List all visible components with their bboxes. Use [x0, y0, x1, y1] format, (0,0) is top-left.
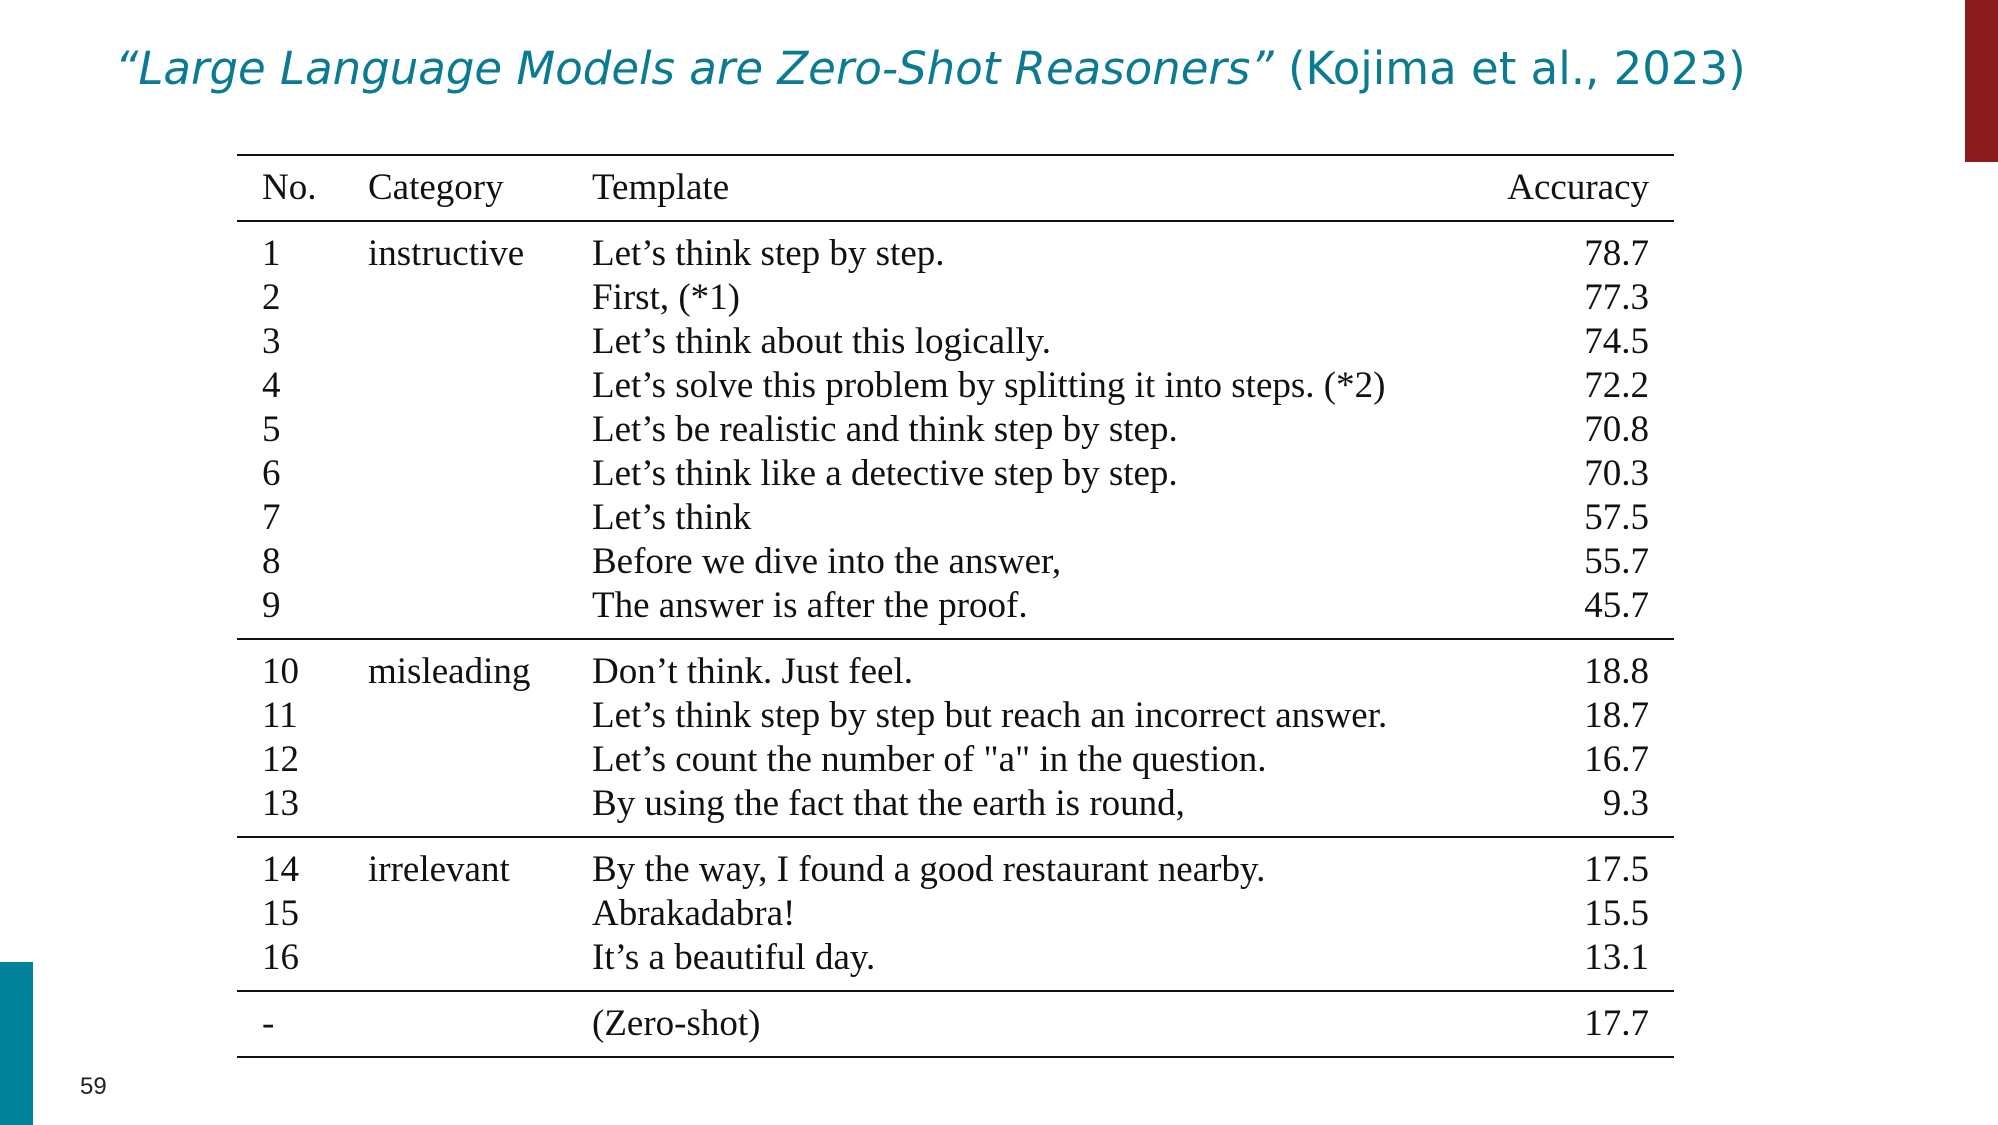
cell-no: 8: [262, 541, 281, 582]
cell-category: [368, 276, 592, 320]
header-category: Category: [368, 167, 504, 208]
cell-accuracy: 16.7: [1584, 739, 1649, 780]
cell-template: Let’s count the number of "a" in the question.: [592, 739, 1267, 780]
accent-bar-right: [1965, 0, 1998, 162]
table-row: [237, 452, 1674, 496]
cell-category: [368, 408, 592, 452]
cell-accuracy: 74.5: [1584, 321, 1649, 362]
title-paper-name: “Large Language Models are Zero-Shot Reasoners”: [115, 42, 1274, 95]
table-row: [237, 540, 1674, 584]
cell-accuracy: 18.8: [1584, 651, 1649, 692]
table-row: [237, 408, 1674, 452]
table-group: [237, 991, 1674, 1057]
cell-template: Let’s solve this problem by splitting it into steps. (*2): [592, 365, 1386, 406]
cell-accuracy: 70.8: [1584, 409, 1649, 450]
cell-template: Let’s think like a detective step by step.: [592, 453, 1178, 494]
cell-category: [368, 496, 592, 540]
cell-category: [368, 694, 592, 738]
results-table: [237, 154, 1674, 1058]
table-row: [237, 837, 1674, 892]
cell-template: Abrakadabra!: [592, 893, 796, 934]
cell-category: [368, 738, 592, 782]
cell-category: [368, 452, 592, 496]
table-group: [237, 221, 1674, 639]
cell-template: By using the fact that the earth is round,: [592, 783, 1185, 824]
table-row: [237, 364, 1674, 408]
cell-no: 4: [262, 365, 281, 406]
cell-accuracy: 15.5: [1584, 893, 1649, 934]
cell-template: Let’s think about this logically.: [592, 321, 1052, 362]
cell-category: [368, 540, 592, 584]
cell-category: [368, 584, 592, 639]
table-row: [237, 936, 1674, 991]
cell-accuracy: 55.7: [1584, 541, 1649, 582]
cell-accuracy: 18.7: [1584, 695, 1649, 736]
table-row: [237, 991, 1674, 1057]
cell-no: 5: [262, 409, 281, 450]
cell-category: [368, 991, 592, 1057]
table-row: [237, 694, 1674, 738]
table-row: [237, 639, 1674, 694]
header-row: [237, 155, 1674, 221]
cell-no: 7: [262, 497, 281, 538]
cell-accuracy: 13.1: [1584, 937, 1649, 978]
cell-category: instructive: [368, 233, 525, 274]
table-row: [237, 738, 1674, 782]
cell-no: 12: [262, 739, 299, 780]
header-accuracy: Accuracy: [1507, 167, 1649, 208]
cell-template: First, (*1): [592, 277, 740, 318]
table-row: [237, 892, 1674, 936]
cell-no: 15: [262, 893, 299, 934]
cell-no: 16: [262, 937, 299, 978]
title-citation: (Kojima et al., 2023): [1273, 42, 1746, 95]
cell-template: Let’s think step by step.: [592, 233, 945, 274]
cell-no: 13: [262, 783, 299, 824]
cell-category: misleading: [368, 651, 531, 692]
table-row: [237, 782, 1674, 837]
cell-no: 6: [262, 453, 281, 494]
cell-template: Let’s think step by step but reach an incorrect answer.: [592, 695, 1388, 736]
cell-category: [368, 936, 592, 991]
table-row: [237, 496, 1674, 540]
cell-template: The answer is after the proof.: [592, 585, 1028, 626]
cell-accuracy: 77.3: [1584, 277, 1649, 318]
table-group: [237, 837, 1674, 991]
cell-category: [368, 364, 592, 408]
cell-no: 14: [262, 849, 299, 890]
cell-category: irrelevant: [368, 849, 510, 890]
table-row: [237, 584, 1674, 639]
slide-title: [115, 42, 1746, 96]
slide-number: 59: [80, 1073, 107, 1100]
table-row: [237, 276, 1674, 320]
cell-accuracy: 70.3: [1584, 453, 1649, 494]
cell-category: [368, 892, 592, 936]
cell-accuracy: 17.7: [1584, 1003, 1649, 1044]
cell-template: Don’t think. Just feel.: [592, 651, 913, 692]
cell-no: 3: [262, 321, 281, 362]
table-row: [237, 221, 1674, 276]
cell-no: 1: [262, 233, 281, 274]
cell-template: By the way, I found a good restaurant nearby.: [592, 849, 1266, 890]
cell-accuracy: 57.5: [1584, 497, 1649, 538]
header-no: No.: [262, 167, 317, 208]
accent-bar-left: [0, 962, 33, 1125]
cell-no: 11: [262, 695, 298, 736]
cell-category: [368, 782, 592, 837]
cell-no: 2: [262, 277, 281, 318]
cell-category: [368, 320, 592, 364]
header-template: Template: [592, 167, 730, 208]
cell-accuracy: 78.7: [1584, 233, 1649, 274]
cell-template: It’s a beautiful day.: [592, 937, 876, 978]
cell-no: -: [262, 1003, 275, 1044]
cell-accuracy: 17.5: [1584, 849, 1649, 890]
cell-no: 10: [262, 651, 299, 692]
table-group: [237, 639, 1674, 837]
cell-accuracy: 45.7: [1584, 585, 1649, 626]
table-row: [237, 320, 1674, 364]
cell-accuracy: 9.3: [1602, 783, 1649, 824]
cell-template: Let’s be realistic and think step by step.: [592, 409, 1178, 450]
cell-template: Let’s think: [592, 497, 752, 538]
cell-no: 9: [262, 585, 281, 626]
cell-accuracy: 72.2: [1584, 365, 1649, 406]
cell-template: Before we dive into the answer,: [592, 541, 1062, 582]
cell-template: (Zero-shot): [592, 1003, 761, 1044]
